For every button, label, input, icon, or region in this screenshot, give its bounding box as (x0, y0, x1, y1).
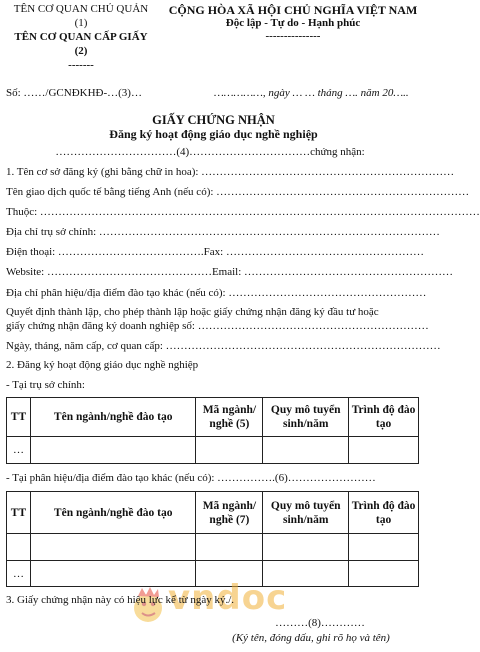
branch-address-line: Địa chỉ phân hiệu/địa điểm đào tạo khác (nếu có): ……………………………………………… (6, 287, 427, 299)
signature-instruction: (Ký tên, đóng dấu, ghi rõ họ và tên) (232, 632, 390, 644)
certificate-title: GIẤY CHỨNG NHẬN (152, 113, 275, 127)
document-number: Số: ……/GCNĐKHĐ-…(3)… (6, 87, 142, 99)
table-cell (7, 534, 31, 561)
phone-fax-line: Điện thoại: ………………………………….Fax: ……………………………………………… (6, 246, 424, 258)
certificate-subtitle: Đăng ký hoạt động giáo dục nghề nghiệp (109, 127, 318, 141)
affiliation-line: Thuộc: ………………………………………………………………………………………………………… (6, 206, 480, 218)
table-cell (263, 437, 349, 464)
country-name: CỘNG HÒA XÃ HỘI CHỦ NGHĨA VIỆT NAM (168, 3, 418, 17)
table-cell (263, 534, 349, 561)
col-header-training-level: Trình độ đào tạo (349, 398, 419, 437)
table-header-row (7, 398, 419, 437)
international-name-line: Tên giao dịch quốc tế bằng tiếng Anh (nếu có): …………………………………………………………… (6, 186, 470, 198)
issue-date-agency-line: Ngày, tháng, năm cấp, cơ quan cấp: ………………………………………………………………… (6, 340, 441, 352)
table-cell (30, 437, 196, 464)
table-cell (196, 437, 263, 464)
validity-statement: 3. Giấy chứng nhận này có hiệu lực kể từ ngày ký./. (6, 594, 235, 606)
header-right-divider: --------------- (265, 30, 321, 42)
head-office-training-table (6, 397, 419, 464)
website-email-line: Website: ………………………………………Email: ………………………………………………… (6, 266, 454, 278)
table-cell: … (7, 561, 31, 587)
issuing-agency-name: TÊN CƠ QUAN CẤP GIẤY (14, 31, 148, 43)
col-header-occupation-name: Tên ngành/nghề đào tạo (30, 398, 196, 437)
table-cell (196, 534, 263, 561)
certifying-authority-line: ……………………………(4)……………………………chứng nhận: (55, 146, 365, 158)
col-header-tt: TT (7, 398, 31, 437)
col-header-enrollment-scale: Quy mô tuyển sinh/năm (263, 492, 349, 534)
table-cell (349, 437, 419, 464)
col-header-training-level: Trình độ đào tạo (349, 492, 419, 534)
table-row (7, 437, 419, 464)
business-registration-line: giấy chứng nhận đăng ký doanh nghiệp số: ……………………………………………………… (6, 320, 429, 332)
signatory-placeholder: ………(8)………… (275, 617, 365, 629)
table-cell (349, 534, 419, 561)
section2-heading: 2. Đăng ký hoạt động giáo dục nghề nghiệp (6, 359, 199, 371)
col-header-occupation-name: Tên ngành/nghề đào tạo (30, 492, 196, 534)
facility-name-line: 1. Tên cơ sở đăng ký (ghi bằng chữ in hoa): …………………………………………………………… (6, 166, 455, 178)
watermark-text: vndoc (168, 578, 288, 618)
branch-label: - Tại phân hiệu/địa điểm đào tạo khác (nếu có): …………….(6)…………………… (6, 472, 376, 484)
col-header-tt: TT (7, 492, 31, 534)
branch-training-table (6, 491, 419, 587)
governing-agency-name: TÊN CƠ QUAN CHỦ QUẢN (13, 3, 149, 15)
col-header-occupation-code: Mã ngành/ nghề (7) (196, 492, 263, 534)
table-header-row (7, 492, 419, 534)
header-left-divider: ------- (68, 59, 94, 71)
table-cell (349, 561, 419, 587)
head-office-address-line: Địa chỉ trụ sở chính: ………………………………………………………………………………… (6, 226, 440, 238)
head-office-label: - Tại trụ sở chính: (6, 379, 85, 391)
col-header-enrollment-scale: Quy mô tuyển sinh/năm (263, 398, 349, 437)
issuing-agency-note: (2) (74, 45, 88, 57)
table-cell (30, 534, 196, 561)
col-header-occupation-code: Mã ngành/ nghề (5) (196, 398, 263, 437)
table-row (7, 534, 419, 561)
document-date: ……………, ngày … … tháng …. năm 20….. (214, 87, 409, 99)
establishment-decision-line: Quyết định thành lập, cho phép thành lập hoặc giấy chứng nhận đăng ký đầu tư hoặc (6, 306, 379, 318)
national-motto: Độc lập - Tự do - Hạnh phúc (225, 17, 361, 29)
governing-agency-note: (1) (74, 17, 88, 29)
table-cell: … (7, 437, 31, 464)
